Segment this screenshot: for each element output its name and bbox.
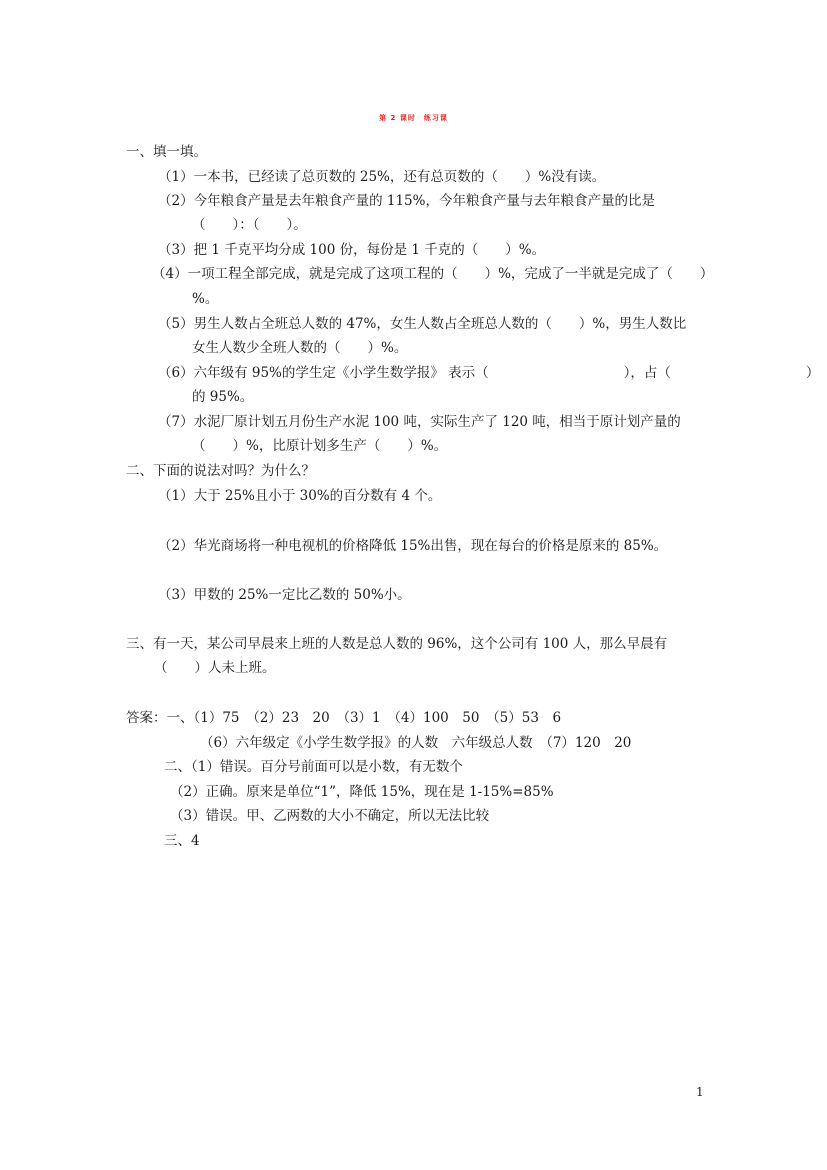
section3-question: 三、有一天，某公司早晨来上班的人数是总人数的 96%，这个公司有 100 人，那么早晨有 <box>126 636 668 652</box>
question-1-4-cont: %。 <box>192 291 219 307</box>
answers-line-3: 二、（1）错误。百分号前面可以是小数，有无数个 <box>164 759 463 775</box>
section1-heading: 一、填一填。 <box>126 144 207 160</box>
answers-line-5: （3）错误。甲、乙两数的大小不确定，所以无法比较 <box>170 808 490 824</box>
question-2-3: （3）甲数的 25%一定比乙数的 50%小。 <box>158 587 411 603</box>
question-1-7-cont: （ ）%，比原计划多生产（ ）%。 <box>192 438 448 454</box>
answers-line-1: 答案：一、（1）75 （2）23 20 （3）1 （4）100 50 （5）53 6 <box>126 710 562 726</box>
question-1-2: （2）今年粮食产量是去年粮食产量的 115%，今年粮食产量与去年粮食产量的比是 <box>158 193 655 209</box>
question-1-5: （5）男生人数占全班总人数的 47%，女生人数占全班总人数的（ ）%，男生人数比 <box>158 316 687 332</box>
section2-heading: 二、下面的说法对吗？为什么？ <box>126 463 315 479</box>
answers-line-2: （6）六年级定《小学生数学报》的人数 六年级总人数 （7）120 20 <box>200 735 632 751</box>
section3-question-cont: （ ）人未上班。 <box>154 660 276 676</box>
question-1-6-cont: 的 95%。 <box>192 389 254 405</box>
question-1-4: （4）一项工程全部完成，就是完成了这项工程的（ ）%，完成了一半就是完成了（ ） <box>152 266 714 282</box>
question-2-2: （2）华光商场将一种电视机的价格降低 15%出售，现在每台的价格是原来的 85%。 <box>158 538 668 554</box>
question-1-2-cont: （ ）：（ ）。 <box>192 217 307 233</box>
page-title: 第 2 课时 练习课 <box>379 114 448 122</box>
page-number: 1 <box>696 1085 704 1099</box>
answers-line-6: 三、4 <box>164 833 200 849</box>
question-1-7: （7）水泥厂原计划五月份生产水泥 100 吨，实际生产了 120 吨，相当于原计划产量的 <box>158 414 681 430</box>
question-1-3: （3）把 1 千克平均分成 100 份，每份是 1 千克的（ ）%。 <box>158 242 546 258</box>
question-2-1: （1）大于 25%且小于 30%的百分数有 4 个。 <box>158 488 442 504</box>
question-1-6: （6）六年级有 95%的学生定《小学生数学报》 表示（ ），占（ ） <box>158 365 820 381</box>
question-1-1: （1）一本书，已经读了总页数的 25%，还有总页数的（ ）%没有读。 <box>158 169 606 185</box>
question-1-5-cont: 女生人数少全班人数的（ ）%。 <box>192 340 408 356</box>
answers-line-4: （2）正确。原来是单位“1”，降低 15%，现在是 1-15%=85% <box>170 784 554 800</box>
